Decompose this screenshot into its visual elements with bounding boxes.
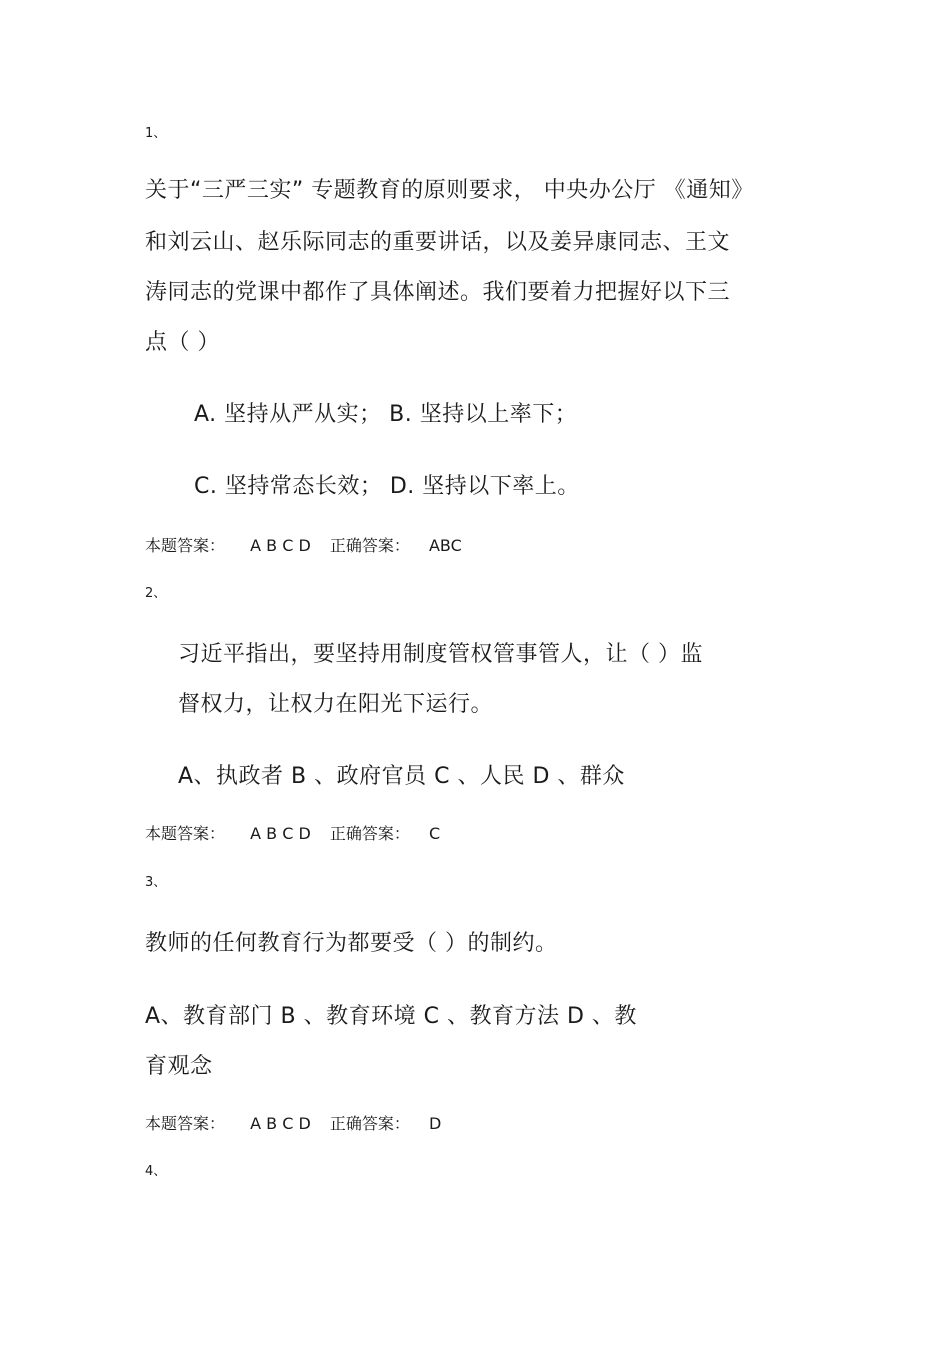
options-line: A、执政者 B 、政府官员 C 、人民 D 、群众 [178,764,625,789]
answer-value: A B C D [250,824,311,843]
question-number: 1、 [145,126,167,141]
answer-label: 本题答案： [145,1114,226,1133]
question-stem-line: 点（ ） [145,330,220,355]
correct-label: 正确答案： [329,824,410,843]
question-number: 4、 [145,1164,167,1179]
correct-label: 正确答案： [329,536,410,555]
question-number: 2、 [145,586,167,601]
options-line: A、教育部门 B 、教育环境 C 、教育方法 D 、教 [145,1004,637,1029]
options-line: 育观念 [145,1054,213,1079]
options-line: A. 坚持从严从实； B. 坚持以上率下； [194,402,578,427]
answer-line [145,821,440,844]
answer-line [145,533,462,556]
answer-label: 本题答案： [145,536,226,555]
correct-value: C [428,824,441,843]
answer-label: 本题答案： [145,824,226,843]
question-stem-line: 和刘云山、赵乐际同志的重要讲话，以及姜异康同志、王文 [145,230,731,255]
question-stem-line: 教师的任何教育行为都要受（ ）的制约。 [145,931,558,956]
answer-value: A B C D [250,1114,311,1133]
options-line: C. 坚持常态长效； D. 坚持以下率上。 [194,474,580,499]
question-stem-line: 督权力，让权力在阳光下运行。 [178,692,494,717]
answer-line [145,1111,441,1134]
question-stem-line: 习近平指出，要坚持用制度管权管事管人，让（ ）监 [178,642,703,667]
question-stem-line: 关于“三严三实” 专题教育的原则要求， 中央办公厅 《通知》 [145,178,754,203]
correct-value: D [428,1114,442,1133]
question-number: 3、 [145,875,167,890]
correct-label: 正确答案： [329,1114,410,1133]
question-stem-line: 涛同志的党课中都作了具体阐述。我们要着力把握好以下三 [145,280,731,305]
answer-value: A B C D [250,536,311,555]
correct-value: ABC [428,536,462,555]
